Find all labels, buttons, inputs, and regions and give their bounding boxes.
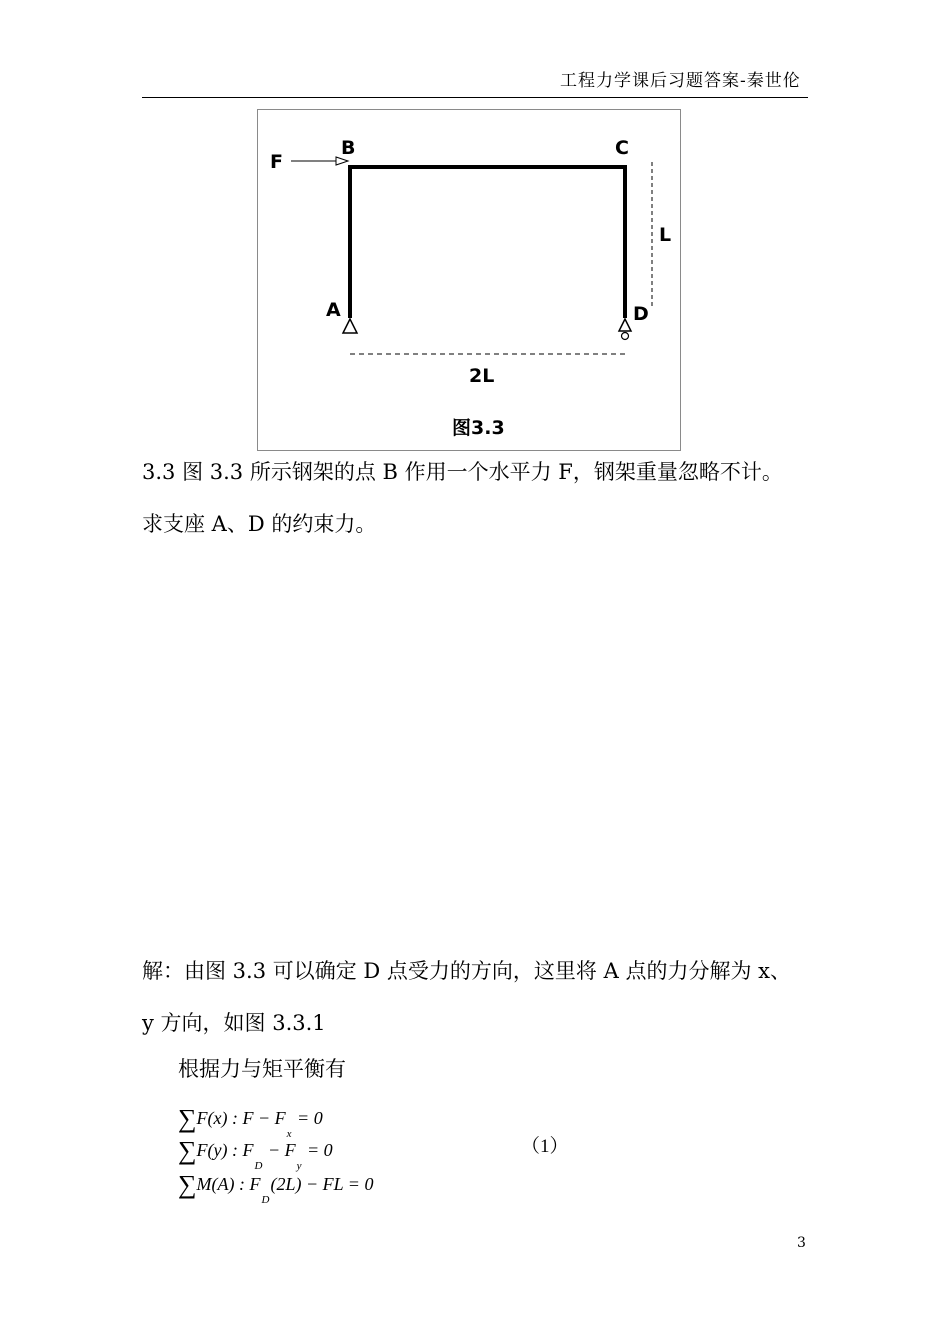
eq2-mid: − F (263, 1140, 296, 1160)
eq2-subscript-d: D (254, 1160, 263, 1172)
frame-diagram (258, 110, 682, 452)
eq1-rhs: = 0 (292, 1108, 323, 1128)
equation-moment-a (178, 1167, 374, 1206)
label-b: B (341, 137, 356, 159)
label-length-l: L (659, 224, 672, 246)
problem-statement-line-1: 3.3 图 3.3 所示钢架的点 B 作用一个水平力 F，钢架重量忽略不计。 (142, 460, 783, 484)
label-d: D (633, 303, 649, 325)
eq3-subscript: D (261, 1194, 270, 1206)
equation-force-x (178, 1101, 323, 1140)
equations-heading: 根据力与矩平衡有 (178, 1057, 346, 1081)
steel-frame (350, 167, 625, 318)
page-header: 工程力学课后习题答案-秦世伦 (560, 71, 801, 91)
eq3-lhs: M(A) : F (196, 1174, 261, 1194)
sigma-symbol: ∑ (178, 1104, 197, 1133)
eq2-subscript-y: y (296, 1160, 302, 1172)
equation-force-y (178, 1133, 333, 1172)
solution-line-2: y 方向，如图 3.3.1 (142, 1011, 326, 1035)
solution-line-1: 解：由图 3.3 可以确定 D 点受力的方向，这里将 A 点的力分解为 x、 (142, 959, 791, 983)
equation-number: （1） (521, 1136, 569, 1157)
label-c: C (615, 137, 629, 159)
label-span-2l: 2L (469, 365, 495, 387)
figure-3-3 (257, 109, 681, 451)
sigma-symbol: ∑ (178, 1136, 197, 1165)
problem-statement-line-2: 求支座 A、D 的约束力。 (142, 512, 377, 536)
label-force-f: F (270, 151, 283, 173)
eq1-subscript: x (286, 1128, 292, 1140)
eq2-rhs: = 0 (302, 1140, 333, 1160)
header-rule (142, 97, 808, 98)
roller-support-d (619, 319, 631, 331)
eq2-lhs: F(y) : F (196, 1140, 254, 1160)
eq1-lhs: F(x) : F − F (196, 1108, 286, 1128)
roller-wheel (622, 333, 629, 340)
page-number: 3 (797, 1235, 806, 1251)
pin-support-a (343, 319, 357, 333)
eq3-rhs: (2L) − FL = 0 (270, 1174, 374, 1194)
sigma-symbol: ∑ (178, 1170, 197, 1199)
label-a: A (326, 299, 341, 321)
figure-caption: 图3.3 (452, 417, 505, 439)
